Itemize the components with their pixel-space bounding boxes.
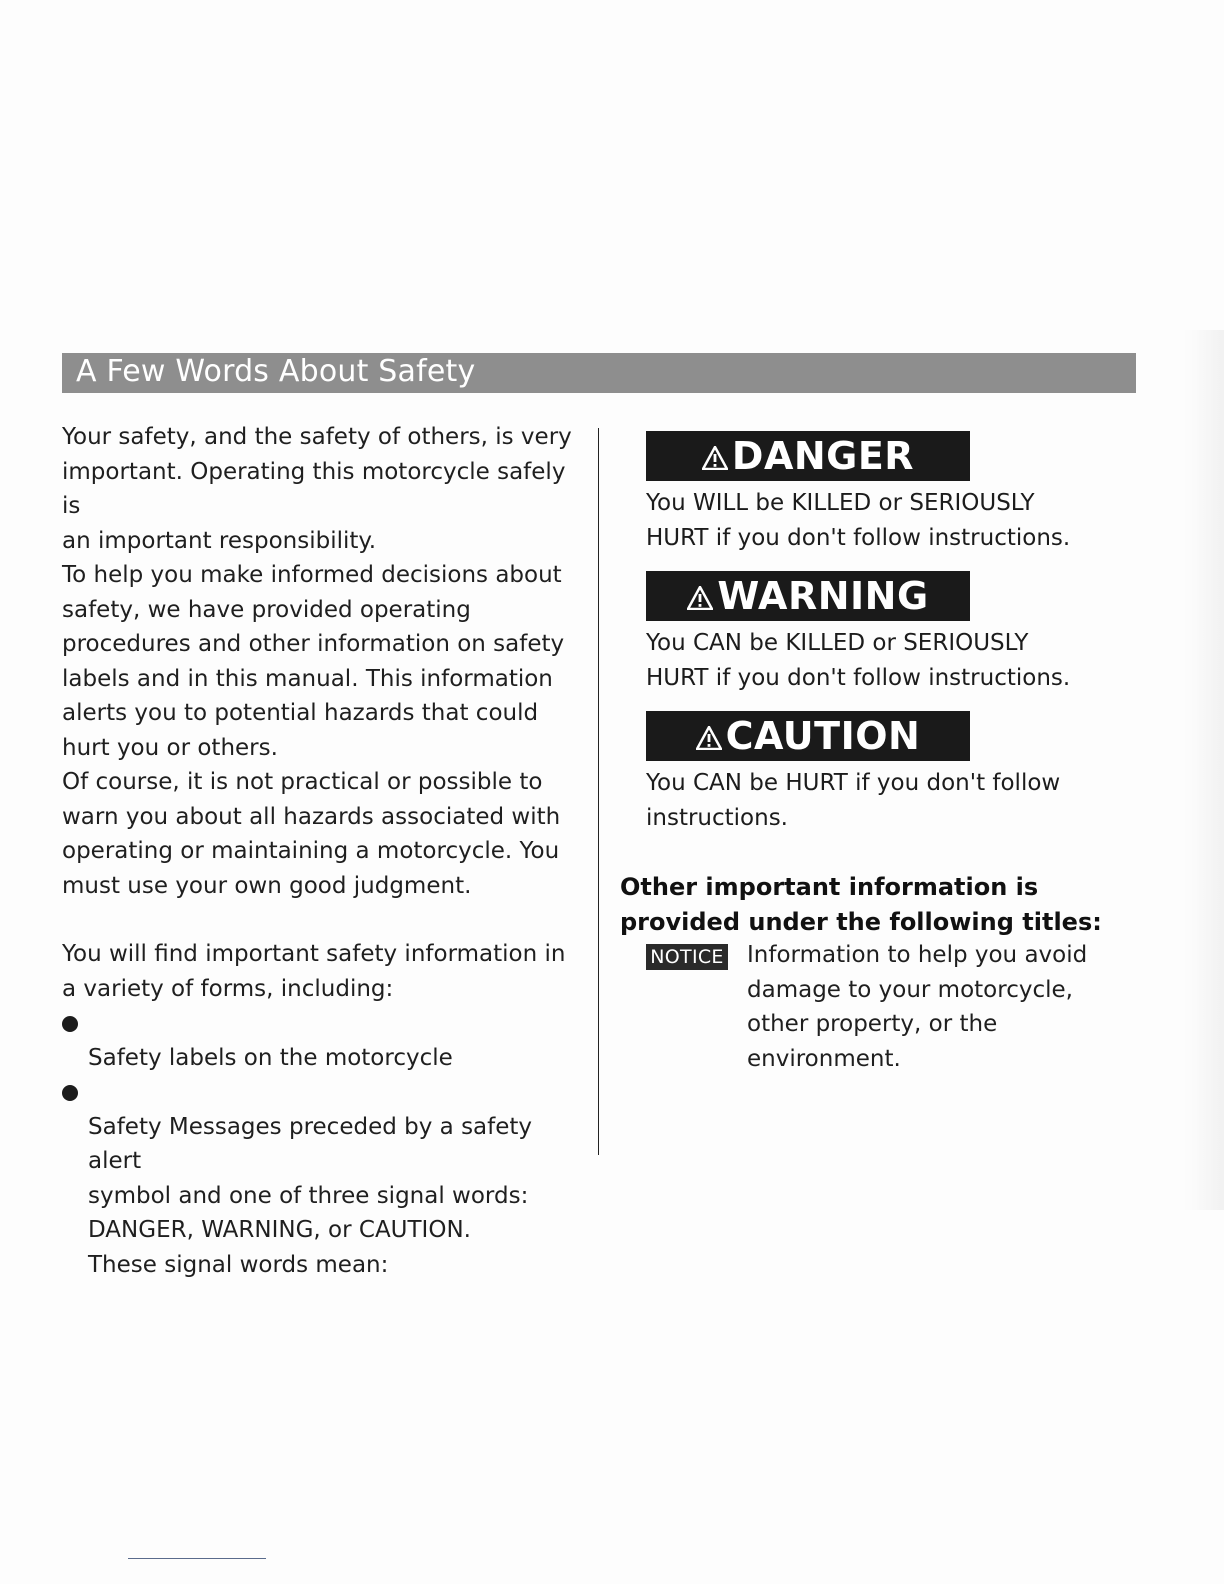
list-item [62, 1075, 582, 1248]
notice-description: Information to help you avoid damage to your motorcycle, other property, or the environment. [747, 942, 1088, 1072]
notice-badge: NOTICE [646, 944, 728, 970]
bullet-text: Safety Messages preceded by a safety alert symbol and one of three signal words: DANGER, WARNING, or CAUTION. [88, 1113, 533, 1243]
safety-alert-triangle-icon [687, 586, 713, 610]
bullet-text: Safety labels on the motorcycle [88, 1044, 453, 1071]
left-column [62, 420, 582, 1282]
section-header-bar [62, 353, 1136, 393]
warning-signal-box [646, 571, 970, 621]
signal-word: DANGER [731, 434, 915, 478]
other-info-heading: Other important information is provided under the following titles: [620, 873, 1102, 936]
column-divider [598, 428, 599, 1155]
warning-description: You CAN be KILLED or SERIOUSLY HURT if you don't follow instructions. [646, 630, 1071, 691]
forms-intro: You will find important safety information in a variety of forms, including: [62, 941, 566, 1002]
signal-word: WARNING [717, 574, 929, 618]
safety-alert-triangle-icon [696, 726, 722, 750]
danger-description: You WILL be KILLED or SERIOUSLY HURT if you don't follow instructions. [646, 490, 1071, 551]
section-title: A Few Words About Safety [76, 354, 476, 389]
bullet-icon [62, 1016, 78, 1032]
danger-signal-box [646, 431, 970, 481]
list-item [62, 1006, 582, 1075]
bullet-icon [62, 1085, 78, 1101]
intro-paragraph-1: Your safety, and the safety of others, is very important. Operating this motorcycle safely is an important responsibility. [62, 424, 572, 554]
signal-words-note: These signal words mean: [88, 1251, 389, 1278]
page-edge-shadow [1184, 330, 1224, 1210]
caution-signal-box [646, 711, 970, 761]
safety-alert-triangle-icon [702, 446, 728, 470]
footer-rule [128, 1558, 266, 1559]
intro-paragraph-3: Of course, it is not practical or possible to warn you about all hazards associated with operating or maintaining a motorcycle. You must use your own good judgment. [62, 769, 561, 899]
caution-description: You CAN be HURT if you don't follow instructions. [646, 770, 1061, 831]
intro-paragraph-2: To help you make informed decisions about safety, we have provided operating procedures and other information on safety labels and in this manual. This information alerts you to potential hazards that could hurt you or others. [62, 562, 565, 761]
safety-forms-list [62, 1006, 582, 1248]
signal-word: CAUTION [725, 714, 921, 758]
paragraph-gap [62, 903, 582, 937]
